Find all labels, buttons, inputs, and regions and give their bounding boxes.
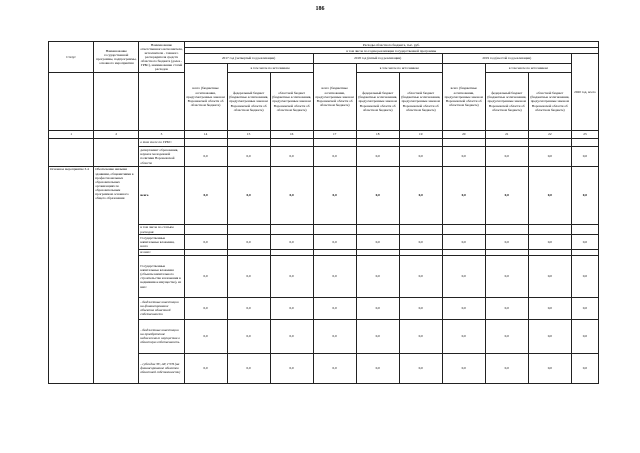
value-cell: 0,0	[270, 166, 313, 224]
value-cell: 0,0	[485, 319, 528, 353]
value-cell: 0,0	[571, 235, 598, 249]
value-cell: 0,0	[485, 166, 528, 224]
column-number: 23	[571, 130, 598, 138]
value-cell: 0,0	[270, 146, 313, 166]
value-cell: 0,0	[571, 297, 598, 319]
row-label: - бюджетные инвестиции на финансирование объектов областной собственности	[139, 297, 184, 319]
empty-cell	[184, 224, 227, 234]
budget-title: Расходы областного бюджета, тыс. руб.	[184, 42, 598, 48]
sources-2019: в том числе по источникам	[485, 63, 571, 72]
status-cell	[49, 138, 94, 166]
value-cell: 0,0	[227, 319, 270, 353]
value-cell: 0,0	[399, 166, 442, 224]
year-2018-header: 2018 год (пятый год реализации)	[313, 54, 442, 63]
value-cell: 0,0	[356, 166, 399, 224]
value-cell: 0,0	[184, 235, 227, 249]
sub-federal-2019: федеральный бюджет (бюджетные ассигнования, предусмотренные законом Воронежской области об областном бюджете)	[485, 72, 528, 130]
blank-header-2	[94, 72, 139, 130]
sub-total-2018: всего (бюджетные ассигнования, предусмотренные законом Воронежской области об областном бюджете)	[313, 63, 356, 130]
name-cell	[94, 138, 139, 166]
value-cell: 0,0	[270, 297, 313, 319]
empty-cell	[442, 224, 485, 234]
empty-cell	[442, 138, 485, 146]
row-label: в том числе по ГРБС:	[139, 138, 184, 146]
row-label: всего	[139, 166, 184, 224]
row-label: из них:	[139, 249, 184, 255]
row-label: Государственные капитальные вложения, всего	[139, 235, 184, 249]
value-cell: 0,0	[528, 353, 571, 383]
row-label: департамент образования, науки и молодежной политики Воронежской области	[139, 146, 184, 166]
empty-cell	[184, 138, 227, 146]
empty-cell	[399, 224, 442, 234]
blank-header-1	[49, 72, 94, 130]
blank-header-3	[139, 72, 184, 130]
value-cell: 0,0	[399, 146, 442, 166]
value-cell: 0,0	[485, 255, 528, 297]
value-cell: 0,0	[184, 255, 227, 297]
empty-cell	[571, 224, 598, 234]
value-cell: 0,0	[313, 353, 356, 383]
column-number: 18	[356, 130, 399, 138]
empty-cell	[270, 224, 313, 234]
value-cell: 0,0	[184, 353, 227, 383]
empty-cell	[270, 138, 313, 146]
value-cell: 0,0	[485, 235, 528, 249]
value-cell: 0,0	[528, 297, 571, 319]
value-cell: 0,0	[356, 255, 399, 297]
col-executor-header: Наименование ответственного исполнителя, исполнителя - главного распорядителя средств областного бюджета (далее - ГРБС), наименование статей расходов	[140, 42, 183, 72]
value-cell: 0,0	[528, 146, 571, 166]
value-cell: 0,0	[485, 146, 528, 166]
page-number: 186	[315, 6, 325, 12]
value-cell: 0,0	[227, 255, 270, 297]
empty-cell	[227, 138, 270, 146]
value-cell: 0,0	[571, 255, 598, 297]
col-name-header: Наименование государственной программы, подпрограммы, основного мероприятия	[94, 42, 139, 73]
column-number: 17	[313, 130, 356, 138]
value-cell: 0,0	[313, 235, 356, 249]
column-number: 20	[442, 130, 485, 138]
value-cell: 0,0	[270, 319, 313, 353]
sub-total-2019: всего (бюджетные ассигнования, предусмотренные законом Воронежской области об областном бюджете)	[442, 63, 485, 130]
value-cell: 0,0	[485, 353, 528, 383]
value-cell: 0,0	[313, 146, 356, 166]
empty-cell	[227, 224, 270, 234]
value-cell: 0,0	[313, 166, 356, 224]
value-cell: 0,0	[270, 353, 313, 383]
value-cell: 0,0	[528, 255, 571, 297]
value-cell: 0,0	[442, 353, 485, 383]
value-cell: 0,0	[571, 353, 598, 383]
empty-cell	[485, 138, 528, 146]
value-cell: 0,0	[184, 319, 227, 353]
value-cell: 0,0	[313, 297, 356, 319]
empty-cell	[528, 224, 571, 234]
budget-table	[48, 41, 599, 384]
empty-cell	[485, 224, 528, 234]
value-cell: 0,0	[442, 255, 485, 297]
empty-cell	[571, 138, 598, 146]
value-cell: 0,0	[184, 146, 227, 166]
sources-2017: в том числе по источникам	[227, 63, 313, 72]
value-cell: 0,0	[571, 146, 598, 166]
value-cell: 0,0	[313, 319, 356, 353]
value-cell: 0,0	[442, 319, 485, 353]
table-row	[49, 138, 599, 146]
table-row	[49, 166, 599, 224]
value-cell: 0,0	[485, 297, 528, 319]
column-number: 1	[49, 130, 94, 138]
value-cell: 0,0	[399, 353, 442, 383]
empty-cell	[399, 138, 442, 146]
empty-cell	[313, 138, 356, 146]
column-number: 2	[94, 130, 139, 138]
value-cell: 0,0	[442, 166, 485, 224]
stages-caption: в том числе по годам реализации государственной программы	[184, 48, 598, 54]
value-cell: 0,0	[270, 255, 313, 297]
value-cell: 0,0	[227, 146, 270, 166]
value-cell: 0,0	[356, 146, 399, 166]
year-2019-header: 2019 год (шестой год реализации)	[442, 54, 571, 63]
row-label: Государственные капитальные вложения (объекты капитального строительства и вложения в недвижимое имущество), из них:	[139, 255, 184, 297]
column-number: 15	[227, 130, 270, 138]
column-number: 14	[184, 130, 227, 138]
column-number: 21	[485, 130, 528, 138]
value-cell: 0,0	[313, 255, 356, 297]
value-cell: 0,0	[227, 166, 270, 224]
column-number: 19	[399, 130, 442, 138]
col-2020-header: 2020 год, всего	[571, 54, 598, 131]
row-label: - субсидии ЗУ, АУ, ГУП (на финансирование объектов областной собственности)	[139, 353, 184, 383]
value-cell: 0,0	[356, 353, 399, 383]
empty-cell	[356, 138, 399, 146]
column-number: 16	[270, 130, 313, 138]
value-cell: 0,0	[571, 319, 598, 353]
value-cell: 0,0	[227, 353, 270, 383]
row-label: в том числе по статьям расходов:	[139, 224, 184, 234]
value-cell: 0,0	[184, 166, 227, 224]
name-cell: Обеспечение жилыми зданиями, общежитиями в профессиональных образовательных организациях по образовательным программам основного общего образования	[94, 166, 139, 383]
value-cell: 0,0	[184, 297, 227, 319]
sub-total-2017: всего (бюджетные ассигнования, предусмотренные законом Воронежской области об областном бюджете)	[184, 63, 227, 130]
value-cell: 0,0	[399, 297, 442, 319]
value-cell: 0,0	[442, 146, 485, 166]
col-status-header: Статус	[49, 42, 94, 73]
status-cell: Основное мероприятие 3.4	[49, 166, 94, 383]
value-cell: 0,0	[356, 319, 399, 353]
sub-federal-2017: федеральный бюджет (бюджетные ассигнования, предусмотренные законом Воронежской области об областном бюджете)	[227, 72, 270, 130]
value-cell: 0,0	[442, 297, 485, 319]
value-cell: 0,0	[270, 235, 313, 249]
value-cell: 0,0	[528, 235, 571, 249]
sources-2018: в том числе по источникам	[356, 63, 442, 72]
value-cell: 0,0	[399, 319, 442, 353]
empty-cell	[313, 224, 356, 234]
column-numbers-row	[49, 130, 599, 138]
sub-regional-2017: областной бюджет (бюджетные ассигнования, предусмотренные законом Воронежской области об областном бюджете)	[270, 72, 313, 130]
column-number: 22	[528, 130, 571, 138]
year-2017-header: 2017 год (четвертый год реализации)	[184, 54, 313, 63]
column-number: 3	[139, 130, 184, 138]
sub-regional-2019: областной бюджет (бюджетные ассигнования, предусмотренные законом Воронежской области об областном бюджете)	[528, 72, 571, 130]
value-cell: 0,0	[442, 235, 485, 249]
sub-regional-2018: областной бюджет (бюджетные ассигнования, предусмотренные законом Воронежской области об областном бюджете)	[399, 72, 442, 130]
value-cell: 0,0	[227, 297, 270, 319]
value-cell: 0,0	[399, 255, 442, 297]
value-cell: 0,0	[528, 319, 571, 353]
value-cell: 0,0	[571, 166, 598, 224]
value-cell: 0,0	[356, 235, 399, 249]
value-cell: 0,0	[528, 166, 571, 224]
value-cell: 0,0	[356, 297, 399, 319]
value-cell: 0,0	[227, 235, 270, 249]
row-label: - бюджетные инвестиции на приобретение недвижимого имущества в областную собственность	[139, 319, 184, 353]
empty-cell	[528, 138, 571, 146]
sub-federal-2018: федеральный бюджет (бюджетные ассигнования, предусмотренные законом Воронежской области об областном бюджете)	[356, 72, 399, 130]
value-cell: 0,0	[399, 235, 442, 249]
empty-cell	[356, 224, 399, 234]
